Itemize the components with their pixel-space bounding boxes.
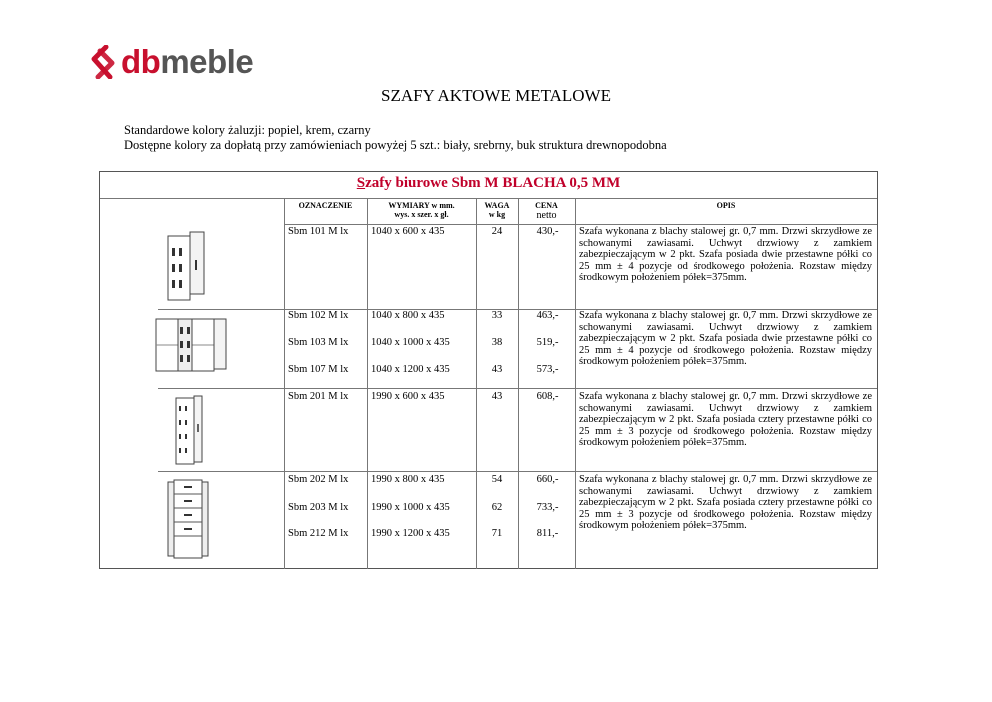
page-title: SZAFY AKTOWE METALOWE [380,86,611,105]
col-divider-4 [518,198,519,569]
product-description: Szafa wykonana z blachy stalowej gr. 0,7 mm. Drzwi skrzydłowe ze schowanymi zawiasami. Uchwyt drzwiowy z zamkiem zabezpieczającym w 2 pkt. Szafa posiada cztery przestawne półki co 25 mm ± 3 pozycje od środkowego położenia. Rozstaw między środkowym położeniem półek=375mm. [579,474,872,532]
cabinet-single-tall-icon [172,394,206,468]
intro-text [124,123,667,153]
product-description: Szafa wykonana z blachy stalowej gr. 0,7 mm. Drzwi skrzydłowe ze schowanymi zawiasami. Uchwyt drzwiowy z zamkiem zabezpieczającym w 2 pkt. Szafa posiada cztery przestawne półki co 25 mm ± 3 pozycje od środkowego położenia. Rozstaw między środkowym położeniem półek=375mm. [579,391,872,449]
product-description: Szafa wykonana z blachy stalowej gr. 0,7 mm. Drzwi skrzydłowe ze schowanymi zawiasami. Uchwyt drzwiowy z zamkiem zabezpieczającym w 2 pkt. Szafa posiada dwie przestawne półki co 25 mm ± 4 pozycje od środkowego położenia. Rozstaw między środkowym położeniem półek=375mm. [579,226,872,284]
cabinet-single-low-icon [162,230,212,304]
col-divider-5 [575,198,576,569]
header-weight: WAGA w kg [484,201,510,219]
header-code: OZNACZENIE [298,201,353,210]
col-divider-2 [367,198,368,569]
db-ribbon-logo-icon [88,45,118,79]
header-description: OPIS [716,201,736,210]
logo [88,44,253,80]
header-price: CENA netto [535,201,558,221]
cabinet-open-tall-icon [166,476,214,562]
title-divider [100,198,877,199]
cabinet-wide-low-icon [152,315,232,375]
extra-colors-line: Dostępne kolory za dopłatą przy zamówieniach powyżej 5 szt.: biały, srebrny, buk struktura drewnopodobna [124,138,667,152]
col-divider-1 [284,198,285,569]
header-dimensions: WYMIARY w mm. wys. x szer. x gł. [388,201,455,219]
product-table: Szafy biurowe Sbm M BLACHA 0,5 MM OZNACZENIE WYMIARY w mm. wys. x szer. x gł. WAGA w kg CENA netto OPIS Sbm 101 M lx 1040 x 600 x 435 24 430,- Szafa wykonana z blachy stalowej gr. 0,7 mm. Drzwi skrzydłowe ze schowanymi zawiasami. Uchwyt drzwiowy z zamkiem zabezpieczającym w 2 pkt. Szafa posiada dwie przestawne półki co 25 mm ± 4 pozycje od środkowego położenia. Rozstaw między środkowym położeniem półek=375mm. Sbm 102 M lx 1040 x 800 x 435 33 463,- Sbm 103 M lx 1040 x 1000 x 435 38 519,- Sbm 107 M lx 1040 x 1200 x 435 43 573,- Szafa wykonana z blachy stalowej gr. 0,7 mm. Drzwi skrzydłowe ze schowanymi zawiasami. Uchwyt drzwiowy z zamkiem zabezpieczającym w 2 pkt. Szafa posiada dwie przestawne półki co 25 mm ± 4 pozycje od środkowego położenia. Rozstaw między środkowym położeniem półek=375mm. Sbm 201 M lx 1990 x 600 x 435 43 608,- Szafa wykonana z blachy stalowej gr. 0,7 mm. Drzwi skrzydłowe ze schowanymi zawiasami. Uchwyt drzwiowy z zamkiem zabezpieczającym w 2 pkt. Szafa posiada cztery przestawne półki co 25 mm ± 3 pozycje od środkowego położenia. Rozstaw między środkowym położeniem półek=375mm. Sbm 202 M lx 1990 x 800 x 435 54 660,- Sbm 203 M lx 1990 x 1000 x 435 62 733,- Sbm 212 M lx 1990 x 1200 x 435 71 811,- Szafa wykonana z blachy stalowej gr. 0,7 mm. Drzwi skrzydłowe ze schowanymi zawiasami. Uchwyt drzwiowy z zamkiem zabezpieczającym w 2 pkt. Szafa posiada cztery przestawne półki co 25 mm ± 3 pozycje od środkowego położenia. Rozstaw między środkowym położeniem półek=375mm. [99,171,878,569]
product-description: Szafa wykonana z blachy stalowej gr. 0,7 mm. Drzwi skrzydłowe ze schowanymi zawiasami. Uchwyt drzwiowy z zamkiem zabezpieczającym w 2 pkt. Szafa posiada dwie przestawne półki co 25 mm ± 4 pozycje od środkowego położenia. Rozstaw między środkowym położeniem półek=375mm. [579,310,872,368]
logo-wordmark: dbmeble [121,43,254,80]
table-title: Szafy biurowe Sbm M BLACHA 0,5 MM [356,175,621,191]
header-divider [284,224,877,225]
standard-colors-line: Standardowe kolory żaluzji: popiel, krem, czarny [124,123,371,137]
